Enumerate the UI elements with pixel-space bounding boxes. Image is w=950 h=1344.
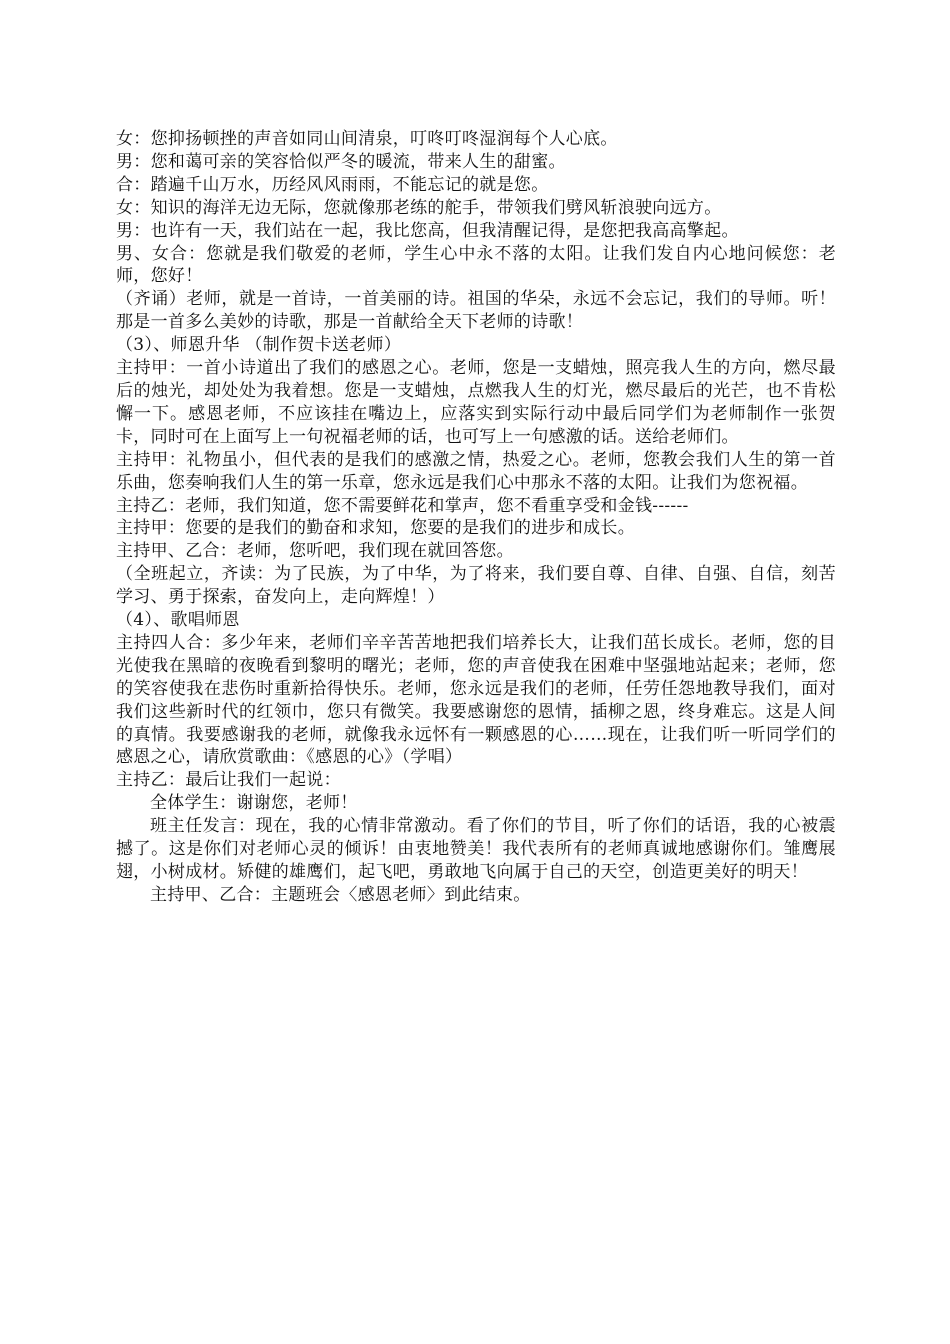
paragraph-male-someday: 男：也许有一天，我们站在一起，我比您高，但我清醒记得，是您把我高高擎起。	[116, 220, 739, 241]
paragraph-together: 合：踏遍千山万水，历经风风雨雨，不能忘记的就是您。	[116, 174, 549, 195]
paragraph-host-a-gift: 主持甲：礼物虽小，但代表的是我们的感激之情，热爱之心。老师，您教会我们人生的第一首乐曲，您奏响我们人生的第一乐章，您永远是我们心中那永不落的太阳。让我们为您祝福。	[116, 449, 836, 493]
paragraph-host-a-b-answer: 主持甲、乙合：老师，您听吧，我们现在就回答您。	[116, 541, 514, 562]
document-body	[116, 128, 836, 907]
paragraph-female-voice: 女：您抑扬顿挫的声音如同山间清泉，叮咚叮咚湿润每个人心底。	[116, 129, 618, 149]
paragraph-male-female-together: 男、女合：您就是我们敬爱的老师，学生心中永不落的太阳。让我们发自内心地问候您：老师，您好！	[116, 243, 836, 287]
paragraph-host-b-flowers: 主持乙：老师，我们知道，您不需要鲜花和掌声，您不看重享受和金钱------	[116, 495, 689, 516]
section-heading-4: （4）、歌唱师恩	[116, 610, 240, 631]
paragraph-four-hosts: 主持四人合：多少年来，老师们辛辛苦苦地把我们培养长大，让我们茁长成长。老师，您的目光使我在黑暗的夜晚看到黎明的曙光；老师，您的声音使我在困难中坚强地站起来；老师，您的笑容使我在悲伤时重新拾得快乐。老师，您永远是我们的老师，任劳任怨地教导我们，面对我们这些新时代的红领巾，您只有微笑。我要感谢您的恩情，插柳之恩，终身难忘。这是人间的真情。我要感谢我的老师，就像我永远怀有一颗感恩的心……现在，让我们听一听同学们的感恩之心，请欣赏歌曲：《感恩的心》（学唱）	[116, 632, 836, 768]
paragraph-head-teacher-speech: 班主任发言：现在，我的心情非常激动。看了你们的节目，听了你们的话语，我的心被震撼了。这是你们对老师心灵的倾诉！由衷地赞美！我代表所有的老师真诚地感谢你们。雏鹰展翅，小树成材。矫健的雄鹰们，起飞吧，勇敢地飞向属于自己的天空，创造更美好的明天！	[116, 816, 836, 882]
paragraph-female-ocean: 女：知识的海洋无边无际，您就像那老练的舵手，带领我们劈风斩浪驶向远方。	[116, 197, 722, 218]
paragraph-host-a-diligence: 主持甲：您要的是我们的勤奋和求知，您要的是我们的进步和成长。	[116, 518, 635, 539]
paragraph-all-students: 全体学生：谢谢您，老师！	[150, 793, 358, 814]
paragraph-host-a-poem: 主持甲：一首小诗道出了我们的感恩之心。老师，您是一支蜡烛，照亮我人生的方向，燃尽最后的烛光，却处处为我着想。您是一支蜡烛，点燃我人生的灯光，燃尽最后的光芒，也不肯松懈一下。感恩老师，不应该挂在嘴边上，应落实到实际行动中最后同学们为老师制作一张贺卡，同时可在上面写上一句祝福老师的话，也可写上一句感激的话。送给老师们。	[116, 358, 836, 447]
section-heading-3: （3）、师恩升华 （制作贺卡送老师）	[116, 335, 402, 356]
paragraph-closing: 主持甲、乙合：主题班会〈感恩老师〉到此结束。	[150, 884, 531, 905]
paragraph-recitation: （齐诵）老师，就是一首诗，一首美丽的诗。祖国的华朵，永远不会忘记，我们的导师。听！那是一首多么美妙的诗歌，那是一首献给全天下老师的诗歌！	[116, 289, 836, 333]
paragraph-host-b-finally: 主持乙：最后让我们一起说：	[116, 770, 341, 791]
paragraph-male-smile: 男：您和蔼可亲的笑容恰似严冬的暖流，带来人生的甜蜜。	[116, 151, 566, 172]
paragraph-class-recitation: （全班起立，齐读：为了民族，为了中华，为了将来，我们要自尊、自律、自强、自信，刻苦学习、勇于探索，奋发向上，走向辉煌！）	[116, 564, 836, 608]
